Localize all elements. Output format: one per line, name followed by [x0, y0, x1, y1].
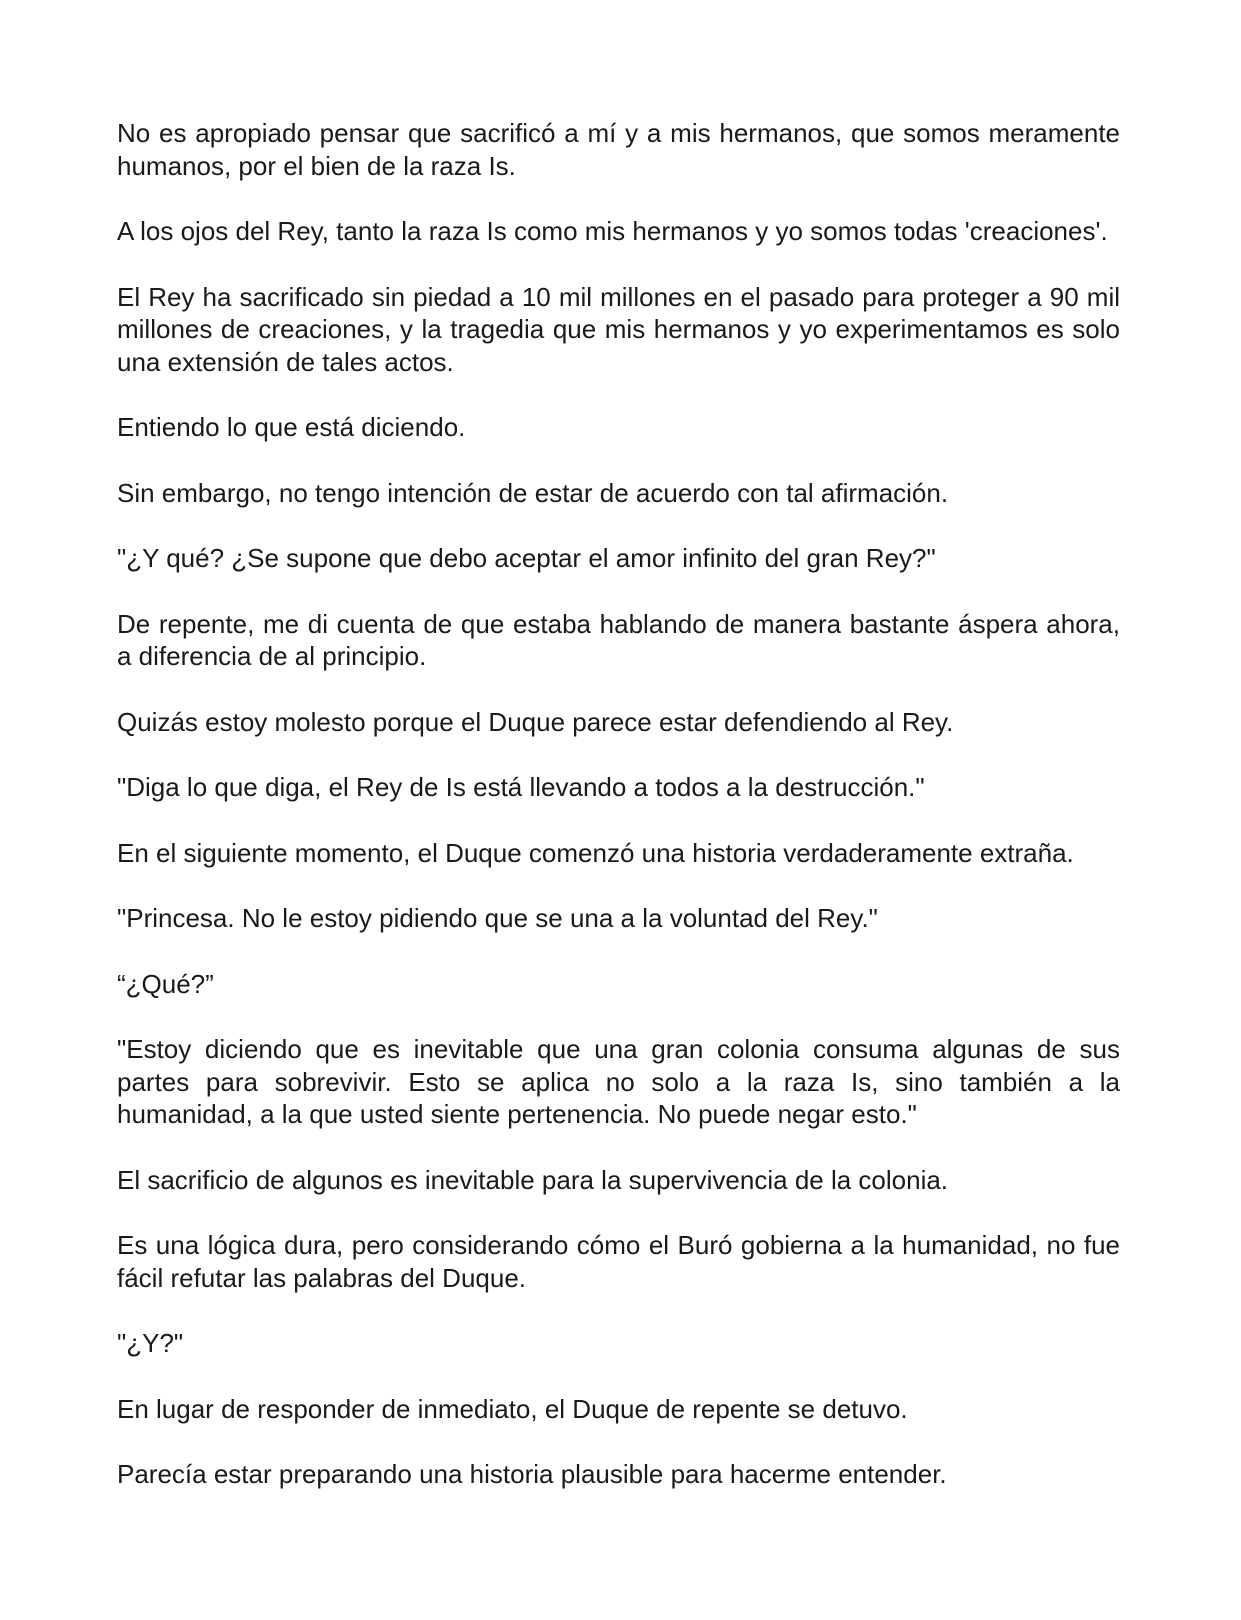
paragraph-2: A los ojos del Rey, tanto la raza Is como mis hermanos y yo somos todas 'creaciones'. — [117, 216, 1108, 246]
paragraph-13: "Estoy diciendo que es inevitable que una gran colonia consuma algunas de sus partes para sobrevivir. Esto se aplica no solo a la raza Is, sino también a la humanidad, a la que usted siente pertenencia. No puede negar esto." — [117, 1034, 1120, 1129]
document-body — [117, 117, 1120, 1524]
paragraph-14: El sacrificio de algunos es inevitable para la supervivencia de la colonia. — [117, 1164, 949, 1195]
paragraph-1: No es apropiado pensar que sacrificó a mí y a mis hermanos, que somos meramente humanos, por el bien de la raza Is. — [117, 118, 1120, 181]
paragraph-3: El Rey ha sacrificado sin piedad a 10 mil millones en el pasado para proteger a 90 mil millones de creaciones, y la tragedia que mis hermanos y yo experimentamos es solo una extensión de tales actos. — [117, 281, 1120, 377]
paragraph-16: "¿Y?" — [117, 1328, 184, 1358]
paragraph-17: En lugar de responder de inmediato, el Duque de repente se detuvo. — [117, 1393, 908, 1424]
paragraph-11: "Princesa. No le estoy pidiendo que se una a la voluntad del Rey." — [117, 903, 878, 933]
paragraph-15: Es una lógica dura, pero considerando cómo el Buró gobierna a la humanidad, no fue fácil refutar las palabras del Duque. — [117, 1230, 1120, 1293]
paragraph-5: Sin embargo, no tengo intención de estar de acuerdo con tal afirmación. — [117, 477, 949, 508]
paragraph-4: Entiendo lo que está diciendo. — [117, 412, 466, 442]
paragraph-12: “¿Qué?” — [117, 968, 214, 999]
paragraph-7: De repente, me di cuenta de que estaba hablando de manera bastante áspera ahora, a diferencia de al principio. — [117, 608, 1120, 671]
paragraph-9: "Diga lo que diga, el Rey de Is está llevando a todos a la destrucción." — [117, 772, 925, 802]
paragraph-6: "¿Y qué? ¿Se supone que debo aceptar el amor infinito del gran Rey?" — [117, 543, 936, 573]
paragraph-18: Parecía estar preparando una historia plausible para hacerme entender. — [117, 1459, 947, 1489]
paragraph-8: Quizás estoy molesto porque el Duque parece estar defendiendo al Rey. — [117, 706, 954, 737]
paragraph-10: En el siguiente momento, el Duque comenzó una historia verdaderamente extraña. — [117, 837, 1074, 868]
